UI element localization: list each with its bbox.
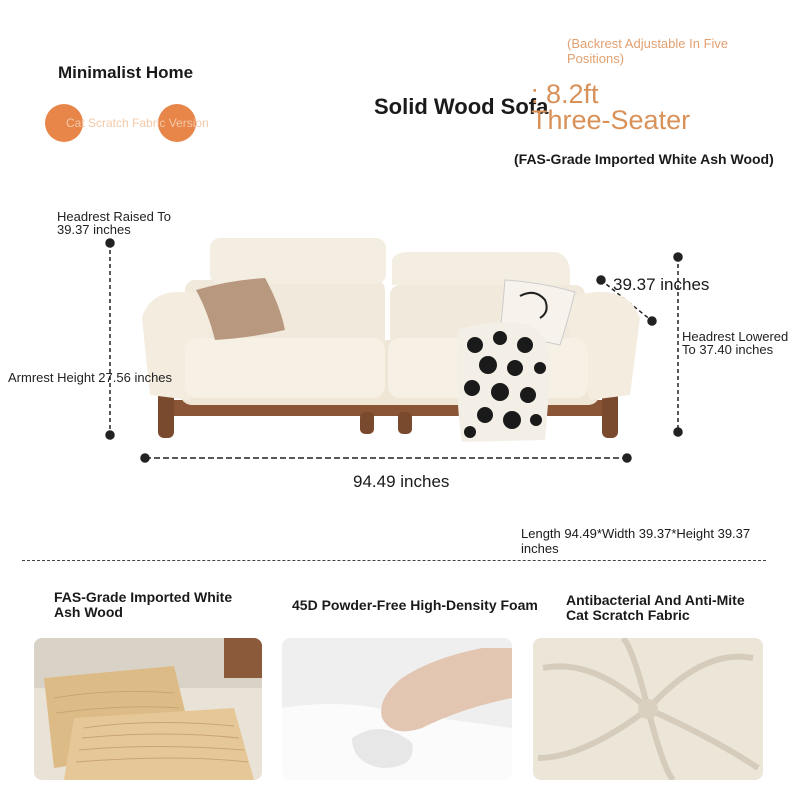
feature-title-fabric: Antibacterial And Anti-Mite Cat Scratch Fabric — [566, 592, 745, 623]
wood-grain-image — [34, 638, 262, 780]
divider — [22, 560, 766, 561]
armrest-height-label: Armrest Height 27.56 inches — [8, 370, 173, 385]
feature-title-wood: FAS-Grade Imported White Ash Wood — [54, 589, 233, 620]
feature-title-foam: 45D Powder-Free High-Density Foam — [292, 597, 538, 613]
depth-label: 39.37 inches — [613, 275, 710, 294]
brand-name: Minimalist Home — [58, 63, 194, 82]
full-dimensions-label: Length 94.49*Width 39.37*Height 39.37 inches — [521, 526, 751, 556]
foam-image — [282, 638, 512, 780]
wood-note: (FAS-Grade Imported White Ash Wood) — [514, 151, 774, 167]
size-label: : 8.2ft — [531, 79, 599, 109]
seater-label: Three-Seater — [531, 105, 691, 135]
fabric-image — [533, 638, 763, 780]
headrest-raised-label: Headrest Raised To 39.37 inches — [57, 209, 171, 237]
length-label: 94.49 inches — [353, 472, 450, 491]
headrest-lowered-label: Headrest Lowered To 37.40 inches — [682, 329, 789, 357]
fabric-version-label: Cat Scratch Fabric Version — [66, 116, 209, 130]
product-title: Solid Wood Sofa — [374, 94, 549, 119]
backrest-note: (Backrest Adjustable In Five Positions) — [567, 36, 729, 66]
